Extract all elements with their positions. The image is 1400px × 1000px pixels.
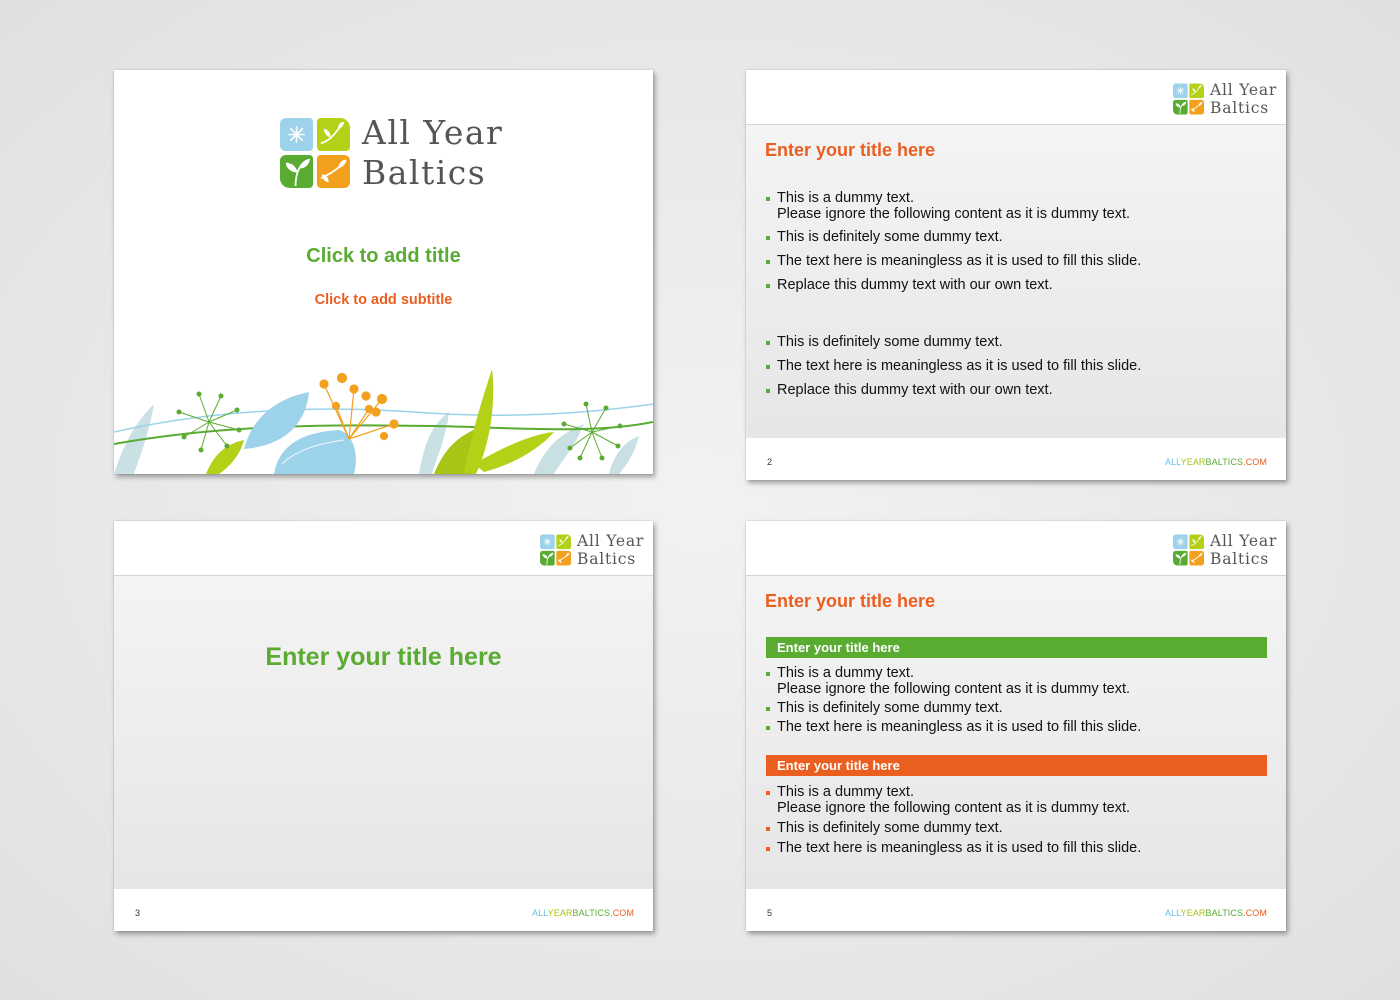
list-item-text: Please ignore the following content as it is dummy text. bbox=[777, 681, 1131, 697]
url-part: BALTICS bbox=[1205, 457, 1244, 467]
bullet-list-1 bbox=[766, 190, 1141, 293]
list-item bbox=[766, 665, 1141, 697]
list-item: This is definitely some dummy text. bbox=[766, 229, 1141, 245]
brand-name-line2: Baltics bbox=[1210, 550, 1270, 568]
slide-title[interactable]: Enter your title here bbox=[765, 140, 936, 160]
list-item: The text here is meaningless as it is used to fill this slide. bbox=[766, 358, 1141, 374]
list-item-text: This is a dummy text. bbox=[777, 665, 914, 681]
logo-tiles-icon bbox=[540, 534, 571, 566]
content-area bbox=[114, 575, 653, 889]
url-part: ALL bbox=[1164, 457, 1181, 467]
url-part: ALL bbox=[1164, 908, 1181, 918]
brand-logo bbox=[1173, 81, 1278, 117]
list-item: This is definitely some dummy text. bbox=[766, 820, 1141, 836]
floral-decoration bbox=[114, 364, 653, 474]
brand-logo bbox=[280, 113, 504, 192]
slide-thumbnail-2[interactable] bbox=[746, 70, 1286, 480]
logo-tiles-icon bbox=[1173, 83, 1204, 115]
page-number: 3 bbox=[135, 908, 141, 918]
slide-thumbnail-1[interactable] bbox=[114, 70, 653, 474]
brand-name-line1: All Year bbox=[1210, 532, 1278, 550]
list-item: The text here is meaningless as it is used to fill this slide. bbox=[766, 253, 1141, 269]
url-part: YEAR bbox=[1180, 908, 1206, 918]
logo-tiles-icon bbox=[1173, 534, 1204, 566]
list-item bbox=[766, 190, 1141, 222]
slide-thumbnail-3[interactable] bbox=[114, 521, 653, 931]
list-item: The text here is meaningless as it is used to fill this slide. bbox=[766, 840, 1141, 856]
url-part: .COM bbox=[1243, 457, 1267, 467]
list-item: This is definitely some dummy text. bbox=[766, 700, 1141, 716]
brand-name-line1: All Year bbox=[362, 113, 504, 152]
url-part: .COM bbox=[610, 908, 634, 918]
brand-logo bbox=[540, 532, 645, 568]
brand-logo bbox=[1173, 532, 1278, 568]
page-number: 5 bbox=[767, 908, 773, 918]
bullet-list-2 bbox=[766, 784, 1141, 856]
bullet-list-1 bbox=[766, 665, 1141, 735]
url-part: BALTICS bbox=[1205, 908, 1244, 918]
list-item-text: This is a dummy text. bbox=[777, 784, 914, 800]
slide-thumbnail-5[interactable] bbox=[746, 521, 1286, 931]
brand-name-line1: All Year bbox=[577, 532, 645, 550]
footer-url bbox=[1165, 908, 1267, 918]
url-part: BALTICS bbox=[572, 908, 611, 918]
brand-name-line2: Baltics bbox=[1210, 99, 1270, 117]
list-item: The text here is meaningless as it is used to fill this slide. bbox=[766, 719, 1141, 735]
slide-title-placeholder[interactable]: Click to add title bbox=[306, 245, 461, 267]
section-title[interactable]: Enter your title here bbox=[265, 643, 502, 671]
url-part: ALL bbox=[531, 908, 548, 918]
section-band-orange[interactable]: Enter your title here bbox=[766, 755, 1267, 776]
list-item: This is definitely some dummy text. bbox=[766, 334, 1141, 350]
page-number: 2 bbox=[767, 457, 773, 467]
brand-name-line2: Baltics bbox=[577, 550, 637, 568]
list-item bbox=[766, 784, 1141, 816]
list-item-text: Please ignore the following content as it is dummy text. bbox=[777, 800, 1131, 816]
brand-name-line1: All Year bbox=[1210, 81, 1278, 99]
footer-url bbox=[532, 908, 634, 918]
url-part: YEAR bbox=[1180, 457, 1206, 467]
section-band-green[interactable]: Enter your title here bbox=[766, 637, 1267, 658]
list-item: Replace this dummy text with our own text. bbox=[766, 382, 1141, 398]
footer-url bbox=[1165, 457, 1267, 467]
list-item-text: Please ignore the following content as it is dummy text. bbox=[777, 206, 1131, 222]
slide-subtitle-placeholder[interactable]: Click to add subtitle bbox=[314, 292, 453, 308]
url-part: .COM bbox=[1243, 908, 1267, 918]
logo-tiles-icon bbox=[280, 117, 350, 189]
url-part: YEAR bbox=[547, 908, 573, 918]
brand-name-line2: Baltics bbox=[362, 153, 487, 192]
slide-title[interactable]: Enter your title here bbox=[765, 591, 936, 611]
bullet-list-2 bbox=[766, 334, 1141, 398]
list-item-text: This is a dummy text. bbox=[777, 190, 914, 206]
list-item: Replace this dummy text with our own text. bbox=[766, 277, 1141, 293]
